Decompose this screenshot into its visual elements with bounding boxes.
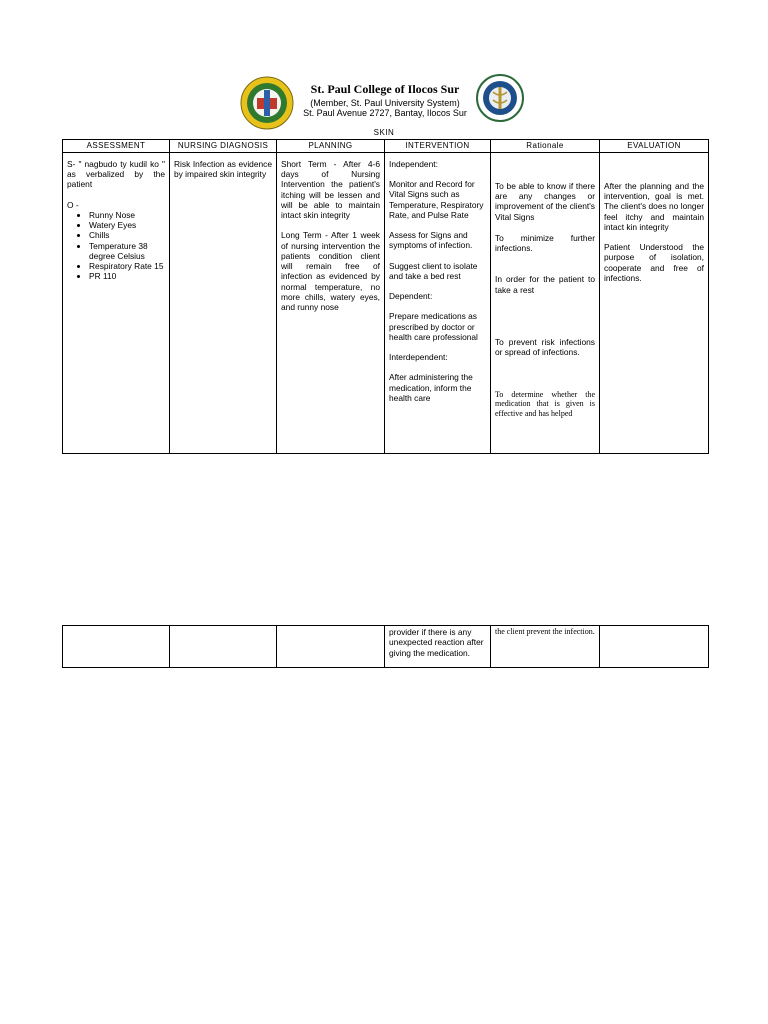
objective-list	[67, 210, 165, 282]
short-term-goal: Short Term - After 4-6 days of Nursing Intervention the patient's itching will be lessen and will be able to maintain intact skin integrity	[281, 158, 380, 220]
list-item: • Watery Eyes	[89, 220, 165, 230]
table-row	[63, 626, 709, 668]
nursing-care-plan-table	[62, 139, 709, 454]
interdependent-label: Interdependent:	[389, 352, 448, 362]
column-header-rationale: Rationale	[491, 140, 600, 153]
intervention-item: Suggest client to isolate and take a bed rest	[389, 260, 478, 281]
rationale-item: To minimize further infections.	[495, 232, 595, 253]
evaluation-item: After the planning and the intervention, goal is met. The client's does no longer feel itchy and maintain intact kin integrity	[604, 180, 704, 232]
college-address: St. Paul Avenue 2727, Bantay, Ilocos Sur	[303, 108, 467, 118]
rationale-item: In order for the patient to take a rest	[495, 274, 595, 295]
continuation-table	[62, 625, 709, 668]
list-item: • Chills	[89, 230, 165, 240]
intervention-item: Prepare medications as prescribed by doctor or health care professional	[389, 311, 478, 342]
list-item: • Runny Nose	[89, 210, 165, 220]
rationale-cell	[491, 152, 600, 453]
diagnosis-cell	[170, 626, 277, 668]
rationale-item: To be able to know if there are any changes or improvement of the client's Vital Signs	[495, 180, 595, 222]
diagnosis-cell	[170, 152, 277, 453]
long-term-goal: Long Term - After 1 week of nursing intervention the patients condition client will remain free of infection as evidenced by normal temperature, no more chills, watery eyes, and runny nose	[281, 230, 380, 312]
evaluation-cell	[600, 152, 709, 453]
college-seal-logo	[240, 76, 294, 130]
table-header-row	[63, 140, 709, 153]
intervention-item: Monitor and Record for Vital Signs such as Temperature, Respiratory Rate, and Pulse Rate	[389, 179, 484, 220]
college-membership: (Member, St. Paul University System)	[310, 98, 460, 108]
column-header-planning: PLANNING	[277, 140, 385, 153]
column-header-intervention: INTERVENTION	[385, 140, 491, 153]
list-item: • Respiratory Rate 15	[89, 261, 165, 271]
intervention-item: After administering the medication, inform the health care	[389, 372, 473, 403]
independent-label: Independent:	[389, 158, 438, 169]
subjective-data: S- " nagbudo ty kudil ko " as verbalized by the patient	[67, 158, 165, 190]
college-name: St. Paul College of Ilocos Sur	[310, 82, 460, 96]
assessment-cell	[63, 152, 170, 453]
intervention-continuation: provider if there is any unexpected reaction after giving the medication.	[389, 627, 484, 658]
list-item: • PR 110	[89, 271, 165, 281]
objective-label: O -	[67, 199, 79, 210]
planning-cell	[277, 152, 385, 453]
evaluation-item: Patient Understood the purpose of isolation, cooperate and free of infections.	[604, 242, 704, 283]
column-header-assessment: ASSESSMENT	[63, 140, 170, 153]
rationale-continuation: the client prevent the infection.	[495, 627, 595, 636]
nursing-seal-logo	[476, 74, 524, 122]
column-header-evaluation: EVALUATION	[600, 140, 709, 153]
column-header-diagnosis: NURSING DIAGNOSIS	[170, 140, 277, 153]
table-row	[63, 152, 709, 453]
intervention-cell	[385, 626, 491, 668]
evaluation-cell	[600, 626, 709, 668]
rationale-cell	[491, 626, 600, 668]
list-item: • Temperature 38 degree Celsius	[89, 241, 165, 262]
diagnosis-text: Risk Infection as evidence by impaired skin integrity	[174, 158, 272, 179]
planning-cell	[277, 626, 385, 668]
assessment-cell	[63, 626, 170, 668]
section-label: SKIN	[373, 128, 395, 137]
intervention-cell	[385, 152, 491, 453]
intervention-item: Assess for Signs and symptoms of infection.	[389, 230, 473, 251]
rationale-item: To determine whether the medication that is given is effective and has helped	[495, 390, 595, 418]
dependent-label: Dependent:	[389, 291, 433, 301]
rationale-item: To prevent risk infections or spread of infections.	[495, 336, 595, 357]
